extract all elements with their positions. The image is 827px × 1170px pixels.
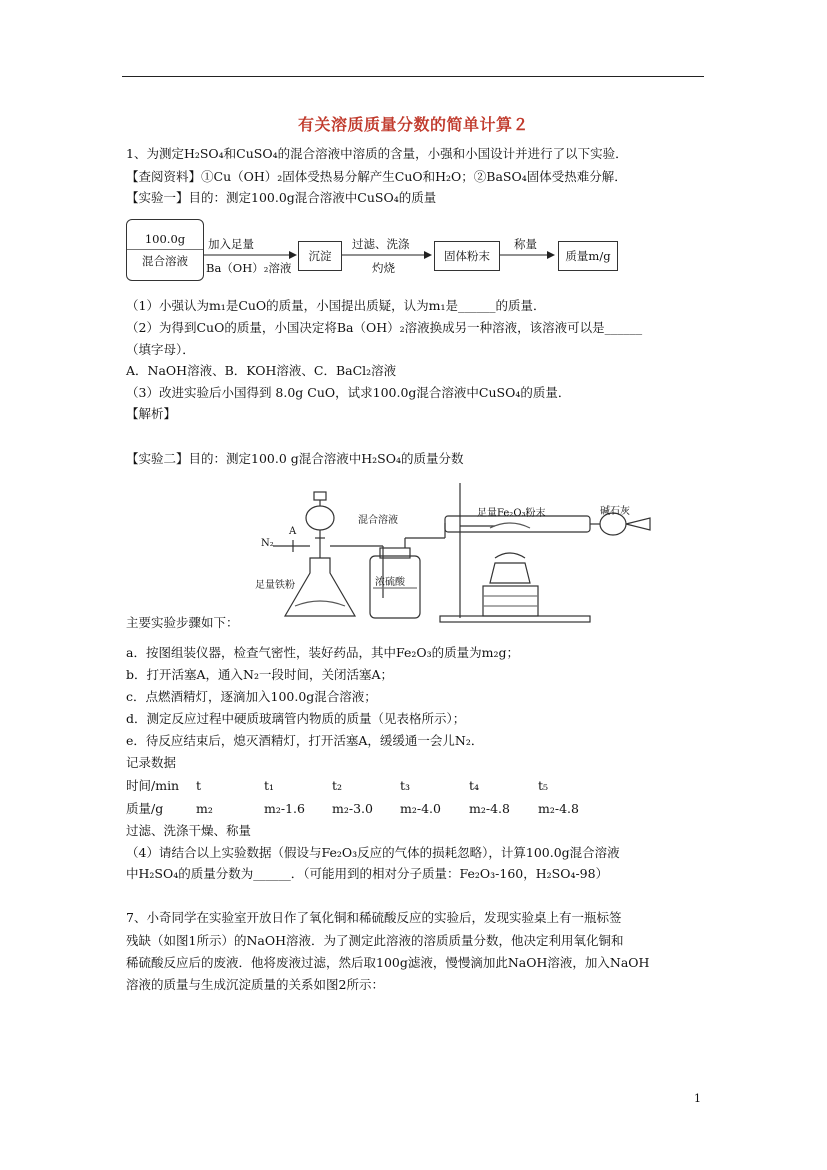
table-cell: m₂-1.6 — [264, 801, 305, 816]
flow-arrow2-bottom: 灼烧 — [372, 261, 395, 275]
q1-s1: （1）小强认为m₁是CuO的质量，小国提出质疑，认为m₁是______的质量． — [126, 298, 546, 313]
page-number: 1 — [694, 1092, 701, 1105]
flow-arrow2-top: 过滤、洗涤 — [352, 237, 410, 251]
label-soda-lime: 碱石灰 — [600, 506, 630, 517]
flow-arrows — [126, 217, 626, 287]
steps-title: 主要实验步骤如下： — [126, 615, 239, 630]
flow-arrow3-top: 称量 — [514, 237, 537, 251]
step-c: c．点燃酒精灯，逐滴加入100.0g混合溶液； — [126, 689, 377, 704]
table-cell: m₂-4.0 — [400, 801, 441, 816]
q7-line3: 稀硫酸反应后的废液．他将废液过滤，然后取100g滤液，慢慢滴加此NaOH溶液，加入NaOH — [126, 955, 650, 970]
flow-box-mass: 质量m/g — [558, 241, 618, 271]
table-cell: t₄ — [469, 778, 480, 793]
step-e: e．待反应结束后，熄灭酒精灯，打开活塞A，缓缓通一会儿N₂． — [126, 733, 484, 748]
label-fe2o3: 足量Fe₂O₃粉末 — [477, 508, 546, 519]
page-title: 有关溶质质量分数的简单计算２ — [297, 115, 529, 134]
q1-s2b: （填字母）． — [126, 342, 195, 357]
q7-line4: 溶液的质量与生成沉淀质量的关系如图2所示： — [126, 977, 384, 992]
label-valve-a: A — [289, 526, 297, 537]
flow-arrow1-top: 加入足量 — [208, 237, 254, 251]
step-b: b．打开活塞A，通入N₂一段时间，关闭活塞A； — [126, 667, 394, 682]
table-cell: t₃ — [400, 778, 411, 793]
label-n2: N₂ — [261, 538, 274, 549]
table-cell: t₅ — [538, 778, 549, 793]
step-a: a．按图组装仪器，检查气密性，装好药品，其中Fe₂O₃的质量为m₂g； — [126, 645, 519, 660]
label-iron-powder: 足量铁粉 — [255, 580, 295, 591]
flow-diagram — [126, 217, 626, 287]
q1-exp2: 【实验二】目的：测定100.0 g混合溶液中H₂SO₄的质量分数 — [126, 451, 464, 466]
q1-intro: 1、为测定H₂SO₄和CuSO₄的混合溶液中溶质的含量，小强和小国设计并进行了以下实验． — [126, 146, 628, 161]
table-cell: t₁ — [264, 778, 275, 793]
q7-line1: 7、小奇同学在实验室开放日作了氧化铜和稀硫酸反应的实验后，发现实验桌上有一瓶标签 — [126, 910, 622, 925]
table-cell: t — [196, 778, 202, 793]
header-rule — [122, 76, 704, 77]
apparatus-drawing — [255, 478, 660, 628]
q1-s4b: 中H₂SO₄的质量分数为______．（可能用到的相对分子质量：Fe₂O₃-160，H₂SO₄-98） — [126, 866, 609, 881]
q1-options: A．NaOH溶液、B．KOH溶液、C．BaCl₂溶液 — [126, 363, 397, 378]
record-label: 记录数据 — [126, 755, 177, 770]
q1-info: 【查阅资料】①Cu（OH）₂固体受热易分解产生CuO和H₂O；②BaSO₄固体受热难分解． — [126, 169, 627, 184]
table-cell: 时间/min — [126, 778, 180, 793]
table-cell: m₂-4.8 — [538, 801, 579, 816]
flow-box-mixture-label: 混合溶液 — [127, 249, 203, 269]
table-cell: m₂ — [196, 801, 213, 816]
step-d: d．测定反应过程中硬质玻璃管内物质的质量（见表格所示）； — [126, 711, 466, 726]
label-conc-acid: 浓硫酸 — [375, 577, 405, 588]
q7-line2: 残缺（如图1所示）的NaOH溶液．为了测定此溶液的溶质质量分数，他决定利用氧化铜和 — [126, 933, 624, 948]
q1-s3: （3）改进实验后小国得到 8.0g CuO，试求100.0g混合溶液中CuSO₄的质量． — [126, 385, 571, 400]
q1-s4a: （4）请结合以上实验数据（假设与Fe₂O₃反应的气体的损耗忽略），计算100.0g混合溶液 — [126, 845, 620, 860]
flow-arrow1-bottom: Ba（OH）₂溶液 — [206, 261, 292, 275]
label-mixture: 混合溶液 — [358, 515, 398, 526]
after-label: 过滤、洗涤干燥、称量 — [126, 823, 252, 838]
q1-analysis: 【解析】 — [126, 406, 177, 421]
table-row-mass — [126, 800, 686, 818]
q1-exp1: 【实验一】目的：测定100.0g混合溶液中CuSO₄的质量 — [126, 190, 437, 205]
table-cell: t₂ — [332, 778, 343, 793]
q1-s2a: （2）为得到CuO的质量，小国决定将Ba（OH）₂溶液换成另一种溶液，该溶液可以是______ — [126, 320, 643, 335]
flow-box-precipitate: 沉淀 — [298, 241, 342, 271]
flow-box-solid: 固体粉末 — [434, 241, 500, 271]
table-row-time — [126, 777, 686, 795]
apparatus-figure — [255, 478, 660, 628]
flow-box-mixture-mass: 100.0g — [144, 231, 186, 246]
table-cell: m₂-3.0 — [332, 801, 373, 816]
table-cell: 质量/g — [126, 801, 164, 816]
table-cell: m₂-4.8 — [469, 801, 510, 816]
